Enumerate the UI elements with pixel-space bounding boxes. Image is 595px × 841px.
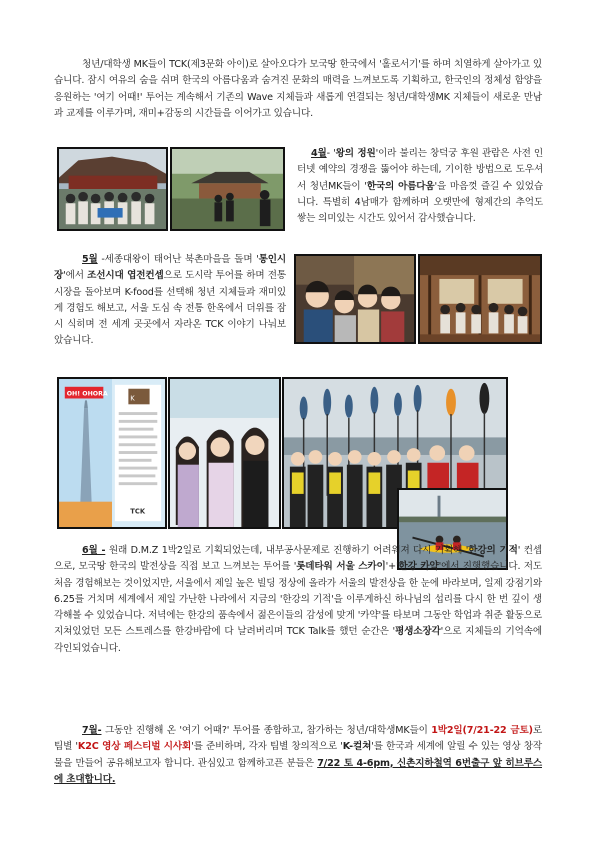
poster-brand-text: OH! OHORA xyxy=(66,390,108,398)
april-paragraph xyxy=(297,146,543,227)
may-highlight-1: 통인시장 xyxy=(54,254,286,282)
june-highlight-4: 평생소장각 xyxy=(395,626,441,638)
may-photo-selfie xyxy=(294,254,416,344)
poster-logo-text: K xyxy=(130,394,135,403)
april-highlight-2: 한국의 아름다움 xyxy=(366,180,435,192)
april-text-1: '이라 불리는 창덕궁 후원 관람은 사전 인터넷 예약의 경쟁을 뚫어야 하는데, 기이한 방법으로 도우셔서 청년MK들이 ' xyxy=(297,148,543,192)
april-photo-group xyxy=(57,147,168,231)
july-highlight-2: K-컬쳐 xyxy=(342,741,372,753)
june-photo-tower-group xyxy=(168,377,281,529)
may-photo-hanok xyxy=(418,254,542,344)
july-text-4: '를 한국과 세계에 알릴 수 있는 영상 창작물을 만들어 공유해보고자 합니다. 관심있고 함께하고픈 분들은 xyxy=(54,741,542,769)
intro-paragraph xyxy=(54,57,542,122)
may-month: 5월 xyxy=(82,254,98,265)
may-highlight-2: 조선시대 엽전컨셉 xyxy=(87,270,164,282)
may-paragraph xyxy=(54,252,286,350)
june-text-4: '에서 진행했습니다. 저도 처음 경험해보는 것이었지만, 서울에서 제일 높은 빌딩 정상에 올라가 서울의 발전상을 한 눈에 바라보며, 일제 강점기와 6.25를 거치며 세계에서 제일 가난한 나라에서 지금의 '한강의 기적'을 이루게하신 하나님의 섭리를 다시 한 번 깊이 생각해볼 수 있었습니다. 저녁에는 한강의 품속에서 젊은이들의 감성에 맞게 '카약'를 타보며 그동안 학업과 취준 활동으로 지쳐있었던 모든 스트레스를 한강바람에 다 날려버리며 TCK Talk를 했던 순간은 ' xyxy=(54,561,542,638)
july-paragraph xyxy=(54,723,542,788)
april-month: 4월 xyxy=(311,148,327,159)
svg-text:TCK: TCK xyxy=(130,507,146,516)
june-text-1: 원래 D.M.Z 1박2일로 기획되었는데, 내부공사문제로 진행하기 어려워져 다시 기획해 ' xyxy=(105,545,469,556)
june-text-3: '+' xyxy=(385,561,399,573)
intro-text: 청년/대학생 MK들이 TCK(제3문화 아이)로 살아오다가 모국땅 한국에서 '홀로서기'를 하며 치열하게 살아가고 있습니다. 잠시 여유의 숨을 쉬며 한국의 아름다움과 숨겨진 문화의 매력을 느껴보도록 기획하고, 한국인의 정체성 함양을 응원하는 '여기 어때!' 투어는 계속해서 기존의 Wave 지체들과 새롭게 연결되는 청년/대학생MK 지체들이 새로운 만남과 교제를 이루가며, 재미+감동의 시간들을 이어가고 있습니다. xyxy=(54,59,542,119)
may-text-3: 으로 도시락 투어를 하며 전통시장을 돌아보며 K-food를 선택해 청년 지체들과 재미있게 경험도 해보고, 서울 도심 속 전통 한옥에서 더위를 잠시 식히며 전 세계 곳곳에서 자라온 TCK 이야기 나눠보았습니다. xyxy=(54,270,286,347)
may-text-1: -세종대왕이 태어난 북촌마을을 돌며 ' xyxy=(97,254,259,265)
june-month: 6월 - xyxy=(82,545,106,556)
april-text-2: '을 마음껏 즐길 수 있었습니다. 특별히 4남매가 함께하며 오랫만에 형제간의 추억도 쌓는 의미있는 시간도 있어서 감사했습니다. xyxy=(297,180,543,225)
june-highlight-1: 한강의 기적 xyxy=(468,545,518,556)
july-text-2: 로 팀별 ' xyxy=(54,725,542,753)
july-text-3: '를 준비하며, 각자 팀별 창의적으로 ' xyxy=(191,741,343,753)
july-date-highlight: 1박2일(7/21-22 금토) xyxy=(431,725,533,736)
july-highlight-1: K2C 영상 페스티벌 시사회 xyxy=(77,741,192,753)
july-month: 7월- xyxy=(82,725,102,736)
june-highlight-2: 롯데타워 서울 스카이 xyxy=(296,561,386,573)
april-text-0: - ' xyxy=(326,148,336,159)
june-paragraph xyxy=(54,543,542,657)
june-photo-poster xyxy=(57,377,167,529)
june-text-5: '으로 지체들의 기억속에 각인되었습니다. xyxy=(54,626,542,654)
june-text-2: ' 컨셉으로, 모국땅 한국의 발전상을 직접 보고 느껴보는 투어를 ' xyxy=(54,545,543,573)
july-highlight-3: 7/22 토 4-6pm, 신촌지하철역 6번출구 앞 히브루스에 초대합니다. xyxy=(54,757,542,785)
july-text-1: 그동안 진행해 온 '여기 어때?' 투어를 종합하고, 참가하는 청년/대학생MK들이 xyxy=(101,725,432,736)
april-photo-garden xyxy=(170,147,285,231)
june-highlight-3: 한강 카약 xyxy=(398,561,439,573)
may-text-2: '에서 xyxy=(63,270,88,282)
april-highlight-1: 왕의 정원 xyxy=(335,148,376,159)
